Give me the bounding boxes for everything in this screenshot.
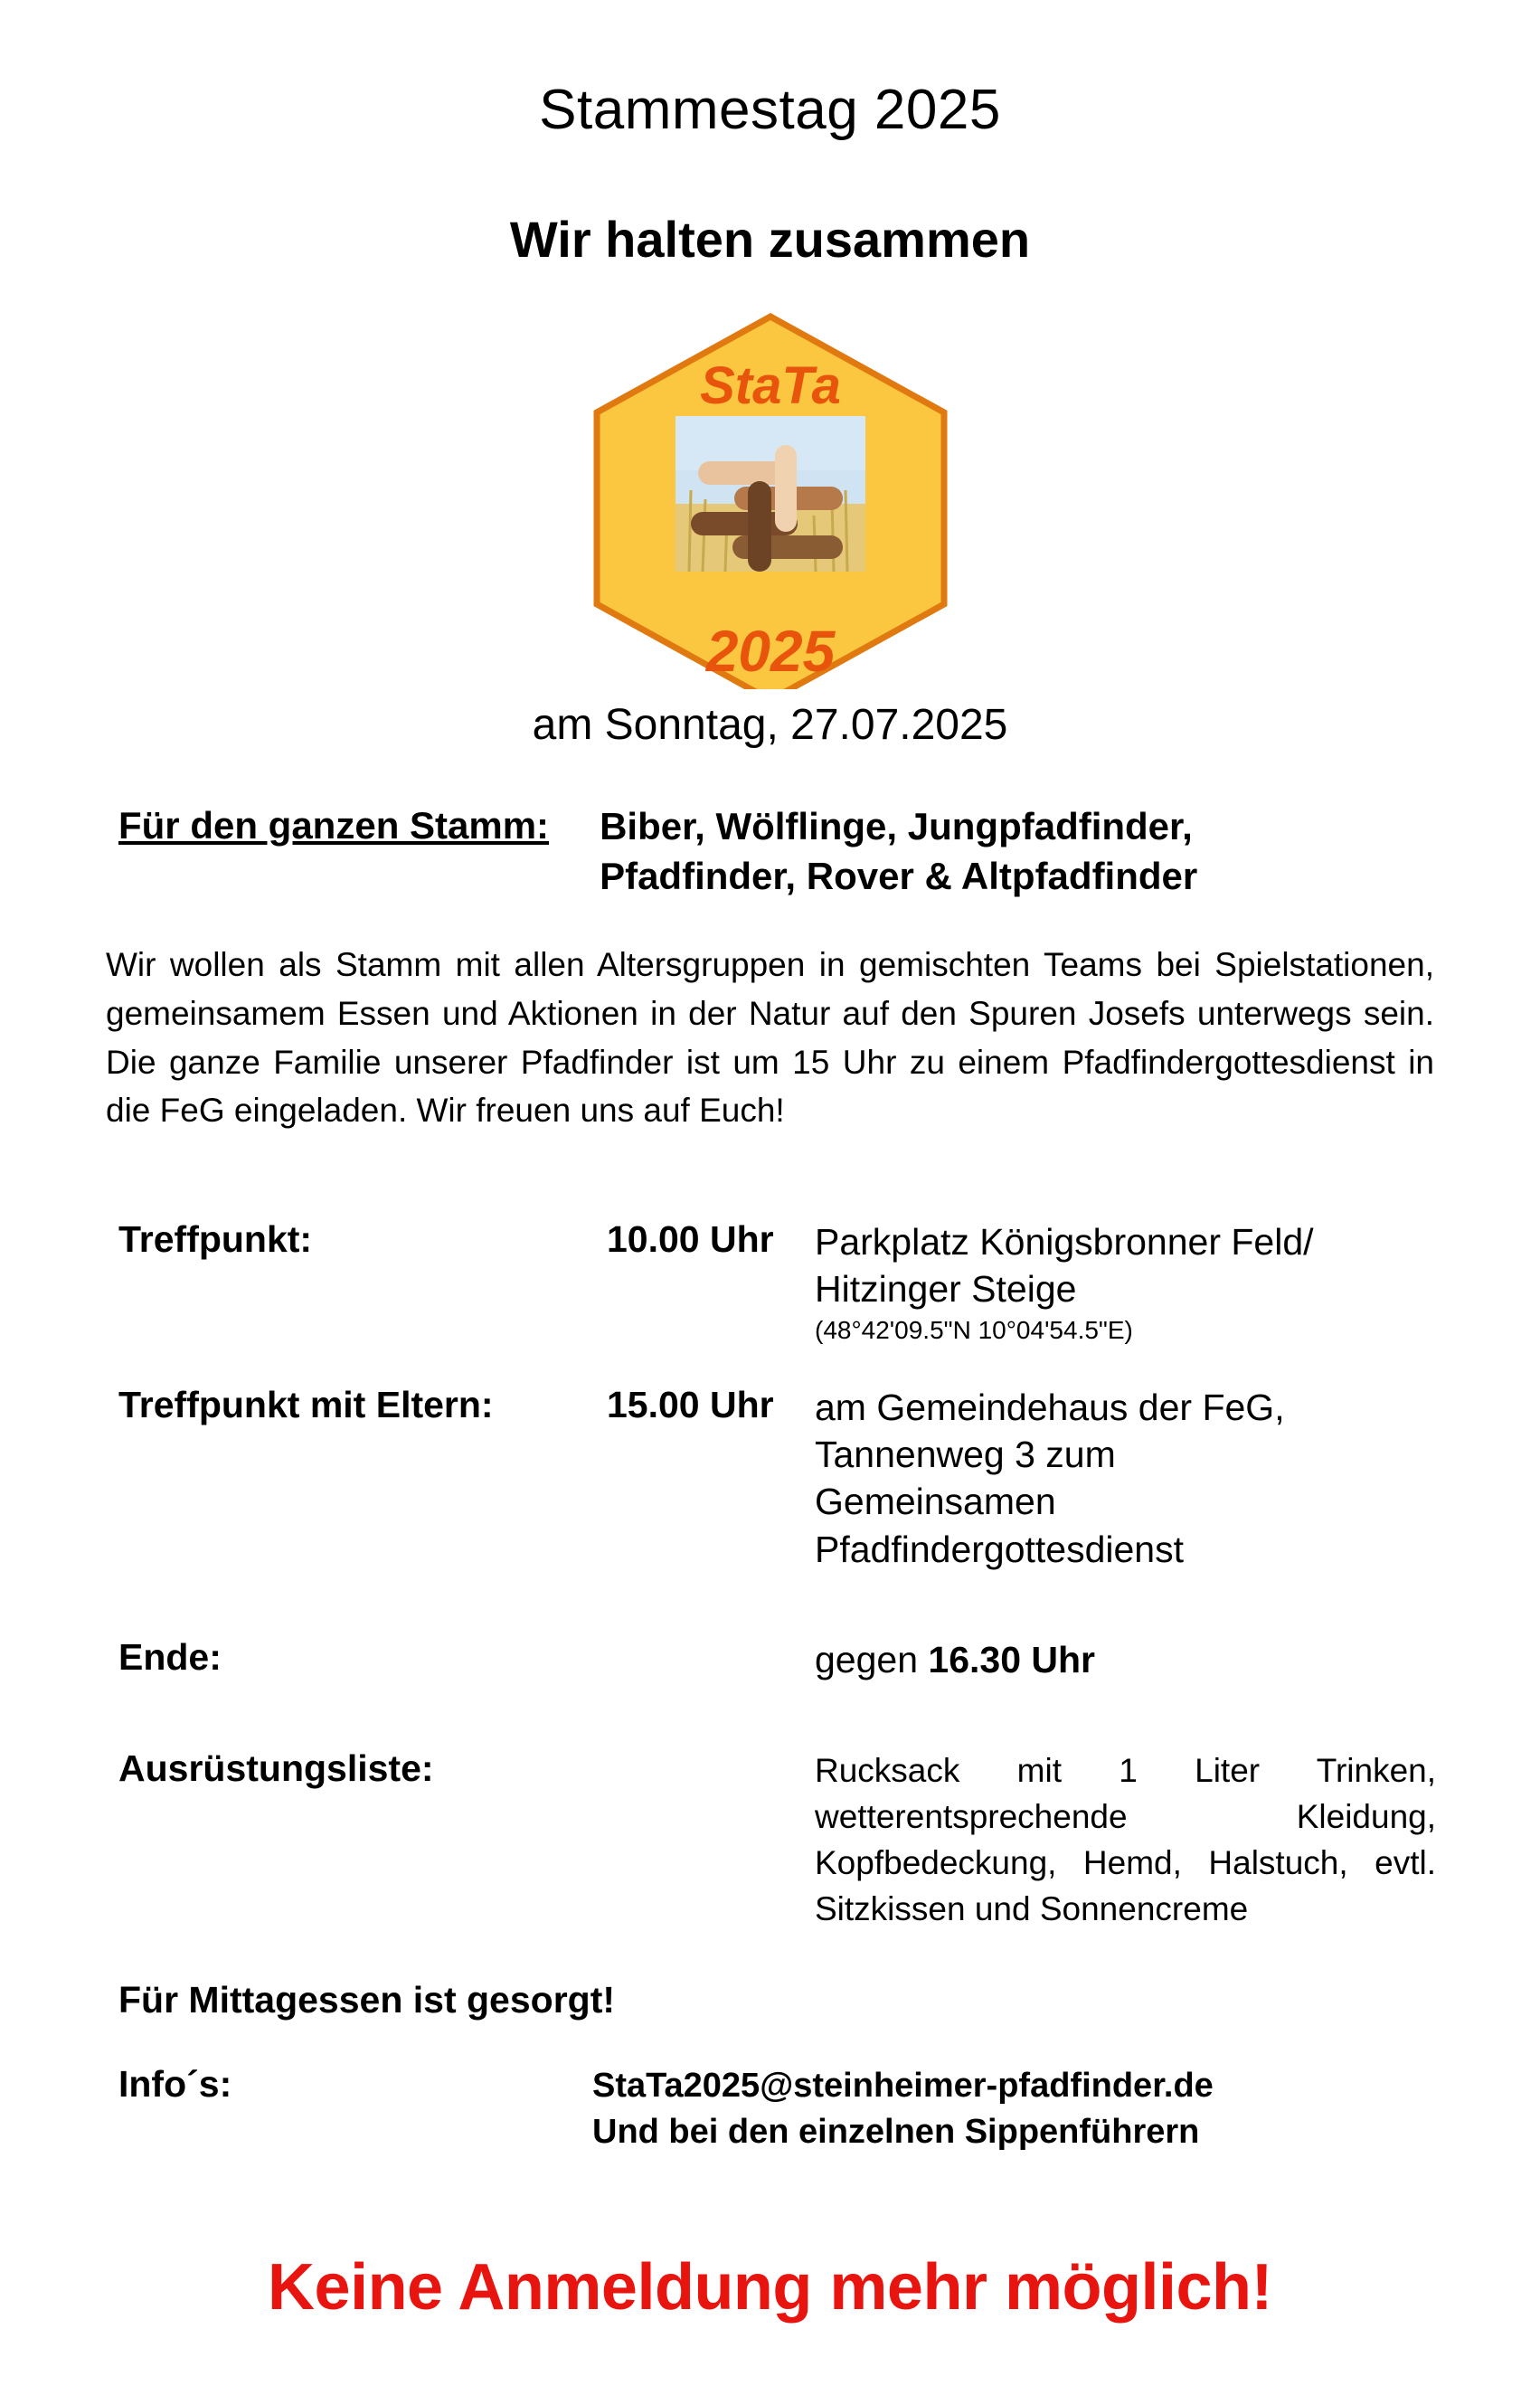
table-row-end: [104, 1636, 1436, 1747]
meeting-value: [815, 1218, 1436, 1384]
lunch-note: Für Mittagessen ist gesorgt!: [118, 1979, 616, 2021]
equipment-value: Rucksack mit 1 Liter Trinken, wetterentsprechende Kleidung, Kopfbedeckung, Hemd, Halstuch, evtl. Sitzkissen und Sonnencreme: [815, 1751, 1436, 1928]
end-label: Ende:: [118, 1636, 222, 1679]
registration-closed-note: Keine Anmeldung mehr möglich!: [268, 2250, 1272, 2324]
meeting-parents-time: 15.00 Uhr: [607, 1383, 774, 1425]
end-time-spacer: [607, 1636, 815, 1747]
meeting-parents-value-line2: Tannenweg 3 zum: [815, 1434, 1116, 1475]
meeting-parents-value: [815, 1384, 1436, 1637]
stamm-label: Für den ganzen Stamm:: [118, 804, 550, 847]
meeting-parents-label: Treffpunkt mit Eltern:: [118, 1383, 494, 1425]
logo-container: [104, 309, 1436, 689]
infos-extra: Und bei den einzelnen Sippenführern: [592, 2113, 1200, 2152]
flyer-page: [0, 80, 1540, 2395]
meeting-parents-value-line4: Pfadfindergottesdienst: [815, 1528, 1184, 1570]
stamm-groups-line2: Pfadfinder, Rover & Altpfadfinder: [600, 854, 1198, 897]
end-value-prefix: gegen: [815, 1639, 929, 1681]
meeting-value-line1: Parkplatz Königsbronner Feld/: [815, 1221, 1314, 1263]
infos-label: Info´s:: [118, 2063, 232, 2106]
table-row-equipment: [104, 1747, 1436, 1970]
equipment-time-spacer: [607, 1747, 815, 1970]
event-date: am Sonntag, 27.07.2025: [532, 701, 1008, 750]
svg-text:2025: 2025: [705, 619, 835, 685]
meeting-time: 10.00 Uhr: [607, 1218, 774, 1260]
meeting-parents-value-line3: Gemeinsamen: [815, 1481, 1056, 1523]
stamm-groups: [600, 802, 1197, 901]
stamm-groups-line1: Biber, Wölflinge, Jungpfadfinder,: [600, 805, 1193, 848]
intro-paragraph: Wir wollen als Stamm mit allen Altersgruppen in gemischten Teams bei Spielstationen, gemeinsamem Essen und Aktionen in der Natur auf den Spuren Josefs unterwegs sein. Die ganze Familie unserer Pfadfinder ist um 15 Uhr zu einem Pfadfindergottesdienst in die FeG eingeladen. Wir freuen uns auf Euch!: [106, 946, 1434, 1130]
end-value-bold: 16.30 Uhr: [928, 1639, 1096, 1681]
stamm-section: [104, 802, 1436, 901]
end-value: [815, 1636, 1436, 1747]
stata-logo: [590, 309, 951, 689]
equipment-label: Ausrüstungsliste:: [118, 1747, 434, 1789]
page-subtitle: Wir halten zusammen: [509, 211, 1031, 269]
table-row-meeting-parents: [104, 1384, 1436, 1637]
meeting-label: Treffpunkt:: [118, 1218, 313, 1260]
page-title: Stammestag 2025: [539, 79, 1001, 141]
meeting-coordinates: (48°42'09.5"N 10°04'54.5"E): [815, 1315, 1133, 1344]
meeting-value-line2: Hitzinger Steige: [815, 1268, 1077, 1311]
table-row-meeting: [104, 1218, 1436, 1384]
infos-section: [104, 2063, 1436, 2156]
svg-text:StaTa: StaTa: [699, 356, 841, 416]
meeting-parents-value-line1: am Gemeindehaus der FeG,: [815, 1386, 1285, 1428]
infos-value: [592, 2063, 1214, 2156]
infos-email[interactable]: StaTa2025@steinheimer-pfadfinder.de: [592, 2067, 1214, 2106]
details-table: [104, 1218, 1436, 1970]
